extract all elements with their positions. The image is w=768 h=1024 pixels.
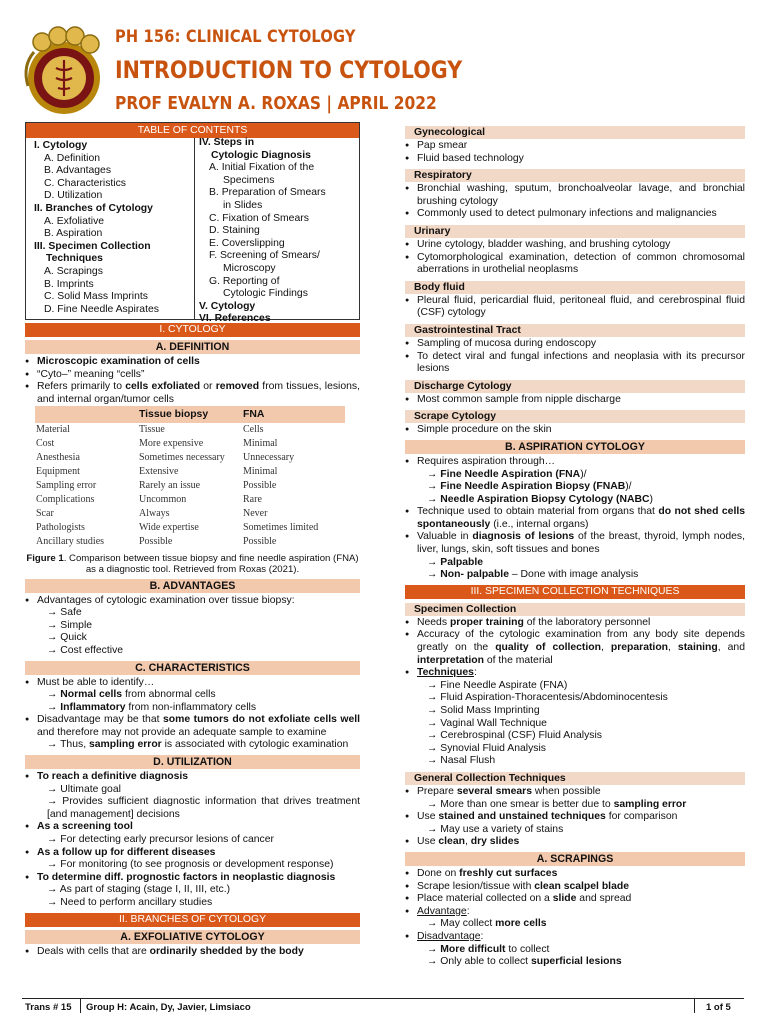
respiratory-list bbox=[405, 183, 745, 221]
page-number: 1 of 5 bbox=[706, 1002, 731, 1013]
gynecological-list bbox=[405, 140, 745, 165]
subsection-heading: A. EXFOLIATIVE CYTOLOGY bbox=[25, 930, 360, 944]
table-row: Pathologists Wide expertise Sometimes limited bbox=[36, 521, 319, 533]
toc-item[interactable]: Cytologic Findings bbox=[223, 288, 308, 300]
table-header-row bbox=[35, 406, 345, 423]
class-seal-logo bbox=[18, 26, 104, 116]
list-item: ● As a screening tool → For detecting early precursor lesions of cancer bbox=[25, 821, 360, 846]
list-item: ● Advantage: → May collect more cells bbox=[405, 906, 745, 931]
page-header bbox=[0, 0, 768, 122]
list-item: ● Techniques: → Fine Needle Aspirate (FNA) → Fluid Aspiration-Thoracentesis/Abdominocentesis → Solid Mass Imprinting → Vaginal Wall Technique → Cerebrospinal (CSF) Fluid Analysis → Synovial Fluid Analysis → Nasal Flush bbox=[405, 667, 745, 768]
group-members: Group H: Acain, Dy, Javier, Limsiaco bbox=[86, 1002, 251, 1013]
left-column bbox=[25, 122, 360, 958]
list-item: ● Deals with cells that are ordinarily shedded by the body bbox=[25, 946, 360, 959]
definition-list bbox=[25, 356, 360, 406]
category-heading: General Collection Techniques bbox=[405, 772, 745, 785]
subsection-heading: A. DEFINITION bbox=[25, 340, 360, 354]
list-item: ● To determine diff. prognostic factors in neoplastic diagnosis → As part of staging (stage I, II, III, etc.) → Need to perform ancillary studies bbox=[25, 872, 360, 910]
toc-item[interactable]: IV. Steps in bbox=[199, 137, 255, 148]
subsection-heading: B. ADVANTAGES bbox=[25, 579, 360, 593]
list-item: ● Sampling of mucosa during endoscopy bbox=[405, 338, 745, 351]
list-item: ● Must be able to identify… → Normal cells from abnormal cells → Inflammatory from non-inflammatory cells bbox=[25, 677, 360, 715]
footer-rule bbox=[22, 998, 744, 999]
advantages-list bbox=[25, 595, 360, 658]
table-header bbox=[35, 406, 139, 423]
list-item: ● Scrape lesion/tissue with clean scalpel blade bbox=[405, 881, 745, 894]
toc-item[interactable]: C. Solid Mass Imprints bbox=[44, 291, 148, 303]
list-item: ● Bronchial washing, sputum, bronchoalveolar lavage, and bronchial brushing cytology bbox=[405, 183, 745, 208]
toc-item[interactable]: G. Reporting of bbox=[209, 275, 280, 287]
list-item: ● Microscopic examination of cells bbox=[25, 356, 360, 369]
toc-item[interactable]: B. Advantages bbox=[44, 165, 112, 177]
footer-divider bbox=[80, 998, 81, 1013]
toc-item[interactable]: D. Staining bbox=[209, 225, 260, 237]
list-item: ● Simple procedure on the skin bbox=[405, 424, 745, 437]
toc-item[interactable]: F. Screening of Smears/ bbox=[209, 250, 320, 262]
aspiration-list bbox=[405, 456, 745, 582]
scrape-list bbox=[405, 424, 745, 437]
table-row: Cost More expensive Minimal bbox=[36, 438, 278, 450]
table-row: Equipment Extensive Minimal bbox=[36, 466, 278, 478]
toc-item[interactable]: D. Fine Needle Aspirates bbox=[44, 303, 159, 315]
list-item: ● Done on freshly cut surfaces bbox=[405, 868, 745, 881]
toc-item[interactable]: II. Branches of Cytology bbox=[34, 202, 153, 214]
section-heading: III. SPECIMEN COLLECTION TECHNIQUES bbox=[405, 585, 745, 599]
category-heading: Scrape Cytology bbox=[405, 410, 745, 423]
subsection-heading: A. SCRAPINGS bbox=[405, 852, 745, 866]
table-of-contents bbox=[25, 122, 360, 325]
list-item: ● Pap smear bbox=[405, 140, 745, 153]
list-item: ● Cytomorphological examination, detection of common chromosomal aberrations in urothelial neoplasms bbox=[405, 252, 745, 277]
toc-item[interactable]: B. Imprints bbox=[44, 278, 94, 290]
toc-item[interactable]: B. Aspiration bbox=[44, 228, 103, 240]
toc-item[interactable]: B. Preparation of Smears bbox=[209, 187, 326, 199]
table-header: FNA bbox=[243, 406, 345, 423]
list-item: ● Most common sample from nipple discharge bbox=[405, 394, 745, 407]
subsection-heading: D. UTILIZATION bbox=[25, 755, 360, 769]
subsection-heading: C. CHARACTERISTICS bbox=[25, 661, 360, 675]
scrapings-list bbox=[405, 868, 745, 969]
toc-item[interactable]: E. Coverslipping bbox=[209, 237, 285, 249]
subsection-heading: B. ASPIRATION CYTOLOGY bbox=[405, 440, 745, 454]
list-item: ● Use clean, dry slides bbox=[405, 836, 745, 849]
table-row: Material Tissue Cells bbox=[36, 424, 264, 436]
category-heading: Gynecological bbox=[405, 126, 745, 139]
list-item: ● Advantages of cytologic examination over tissue biopsy: → Safe → Simple → Quick → Cost effective bbox=[25, 595, 360, 658]
toc-item[interactable]: I. Cytology bbox=[34, 140, 88, 151]
toc-item[interactable]: A. Initial Fixation of the bbox=[209, 162, 315, 174]
toc-item[interactable]: A. Exfoliative bbox=[44, 215, 105, 227]
list-item: ● “Cyto–” meaning “cells” bbox=[25, 369, 360, 382]
toc-item[interactable]: D. Utilization bbox=[44, 190, 103, 202]
toc-item[interactable]: Techniques bbox=[46, 253, 103, 265]
toc-divider bbox=[194, 138, 195, 319]
table-row: Scar Always Never bbox=[36, 507, 268, 519]
right-column bbox=[405, 122, 745, 969]
urinary-list bbox=[405, 239, 745, 277]
toc-item[interactable]: in Slides bbox=[223, 199, 263, 211]
figure-caption: Figure 1. Comparison between tissue biopsy and fine needle aspiration (FNA) as a diagnostic tool. Retrieved from Roxas (2021). bbox=[26, 552, 359, 576]
table-row: Ancillary studies Possible Possible bbox=[36, 535, 277, 547]
trans-number: Trans # 15 bbox=[25, 1002, 72, 1013]
category-heading: Gastrointestinal Tract bbox=[405, 324, 745, 337]
toc-item[interactable]: Cytologic Diagnosis bbox=[211, 149, 311, 161]
comparison-table bbox=[35, 406, 345, 548]
toc-heading: TABLE OF CONTENTS bbox=[26, 123, 359, 138]
toc-item[interactable]: Specimens bbox=[223, 174, 275, 186]
toc-item[interactable]: Microscopy bbox=[223, 262, 276, 274]
professor-date: PROF EVALYN A. ROXAS | APRIL 2022 bbox=[115, 93, 437, 114]
list-item: ● Disadvantage may be that some tumors do not exfoliate cells well and therefore may not provide an adequate sample to examine → Thus, sampling error is associated with cytologic examination bbox=[25, 714, 360, 752]
toc-item[interactable]: C. Characteristics bbox=[44, 177, 126, 189]
toc-column-1 bbox=[34, 140, 194, 316]
gi-list bbox=[405, 338, 745, 376]
characteristics-list bbox=[25, 677, 360, 753]
list-item: ● Needs proper training of the laboratory personnel bbox=[405, 617, 745, 630]
list-item: ● Urine cytology, bladder washing, and brushing cytology bbox=[405, 239, 745, 252]
utilization-list bbox=[25, 771, 360, 910]
list-item: ● To detect viral and fungal infections and neoplasia with its precursor lesions bbox=[405, 351, 745, 376]
toc-item[interactable]: VI. References bbox=[199, 313, 271, 325]
toc-item[interactable]: A. Definition bbox=[44, 152, 101, 164]
course-title: PH 156: CLINICAL CYTOLOGY bbox=[115, 27, 356, 47]
exfoliative-list bbox=[25, 946, 360, 959]
list-item: ● Use stained and unstained techniques for comparison → May use a variety of stains bbox=[405, 811, 745, 836]
table-row: Sampling error Rarely an issue Possible bbox=[36, 480, 277, 491]
category-heading: Specimen Collection bbox=[405, 603, 745, 616]
section-heading: II. BRANCHES OF CYTOLOGY bbox=[25, 913, 360, 927]
list-item: ● Refers primarily to cells exfoliated or removed from tissues, lesions, and internal organ/tumor cells bbox=[25, 381, 360, 406]
category-heading: Discharge Cytology bbox=[405, 380, 745, 393]
table-header: Tissue biopsy bbox=[139, 406, 243, 423]
body-fluid-list bbox=[405, 295, 745, 320]
specimen-collection-list bbox=[405, 617, 745, 768]
toc-item[interactable]: V. Cytology bbox=[199, 300, 256, 312]
toc-item[interactable]: C. Fixation of Smears bbox=[209, 212, 309, 224]
category-heading: Urinary bbox=[405, 225, 745, 238]
list-item: ● Technique used to obtain material from organs that do not shed cells spontaneously (i.e., internal organs) bbox=[405, 506, 745, 531]
category-heading: Respiratory bbox=[405, 169, 745, 182]
list-item: ● Commonly used to detect pulmonary infections and malignancies bbox=[405, 208, 745, 221]
list-item: ● Disadvantage: → More difficult to collect → Only able to collect superficial lesions bbox=[405, 931, 745, 969]
footer-divider bbox=[694, 998, 695, 1013]
general-techniques-list bbox=[405, 786, 745, 849]
list-item: ● Valuable in diagnosis of lesions of the breast, thyroid, lymph nodes, liver, lungs, skin, soft tissues and bones → Palpable → Non- palpable – Done with image analysis bbox=[405, 531, 745, 581]
list-item: ● Accuracy of the cytologic examination from any body site depends greatly on the quality of collection, preparation, staining, and interpretation of the material bbox=[405, 629, 745, 667]
list-item: ● Prepare several smears when possible → More than one smear is better due to sampling error bbox=[405, 786, 745, 811]
list-item: ● As a follow up for different diseases → For monitoring (to see prognosis or development response) bbox=[25, 847, 360, 872]
section-heading: I. CYTOLOGY bbox=[25, 323, 360, 337]
page-title: INTRODUCTION TO CYTOLOGY bbox=[115, 56, 463, 84]
discharge-list bbox=[405, 394, 745, 407]
table-row: Anesthesia Sometimes necessary Unnecessary bbox=[36, 452, 295, 464]
list-item: ● Pleural fluid, pericardial fluid, peritoneal fluid, and cerebrospinal fluid (CSF) cytology bbox=[405, 295, 745, 320]
list-item: ● To reach a definitive diagnosis → Ultimate goal → Provides sufficient diagnostic information that drives treatment [and management] decisions bbox=[25, 771, 360, 821]
toc-item[interactable]: III. Specimen Collection bbox=[34, 240, 151, 252]
list-item: ● Place material collected on a slide and spread bbox=[405, 893, 745, 906]
toc-column-2 bbox=[199, 137, 359, 326]
category-heading: Body fluid bbox=[405, 281, 745, 294]
toc-item[interactable]: A. Scrapings bbox=[44, 265, 103, 277]
list-item: ● Requires aspiration through… → Fine Needle Aspiration (FNA)/ → Fine Needle Aspiration Biopsy (FNAB)/ → Needle Aspiration Biopsy Cytology (NABC) bbox=[405, 456, 745, 506]
list-item: ● Fluid based technology bbox=[405, 153, 745, 166]
table-row: Complications Uncommon Rare bbox=[36, 493, 262, 505]
